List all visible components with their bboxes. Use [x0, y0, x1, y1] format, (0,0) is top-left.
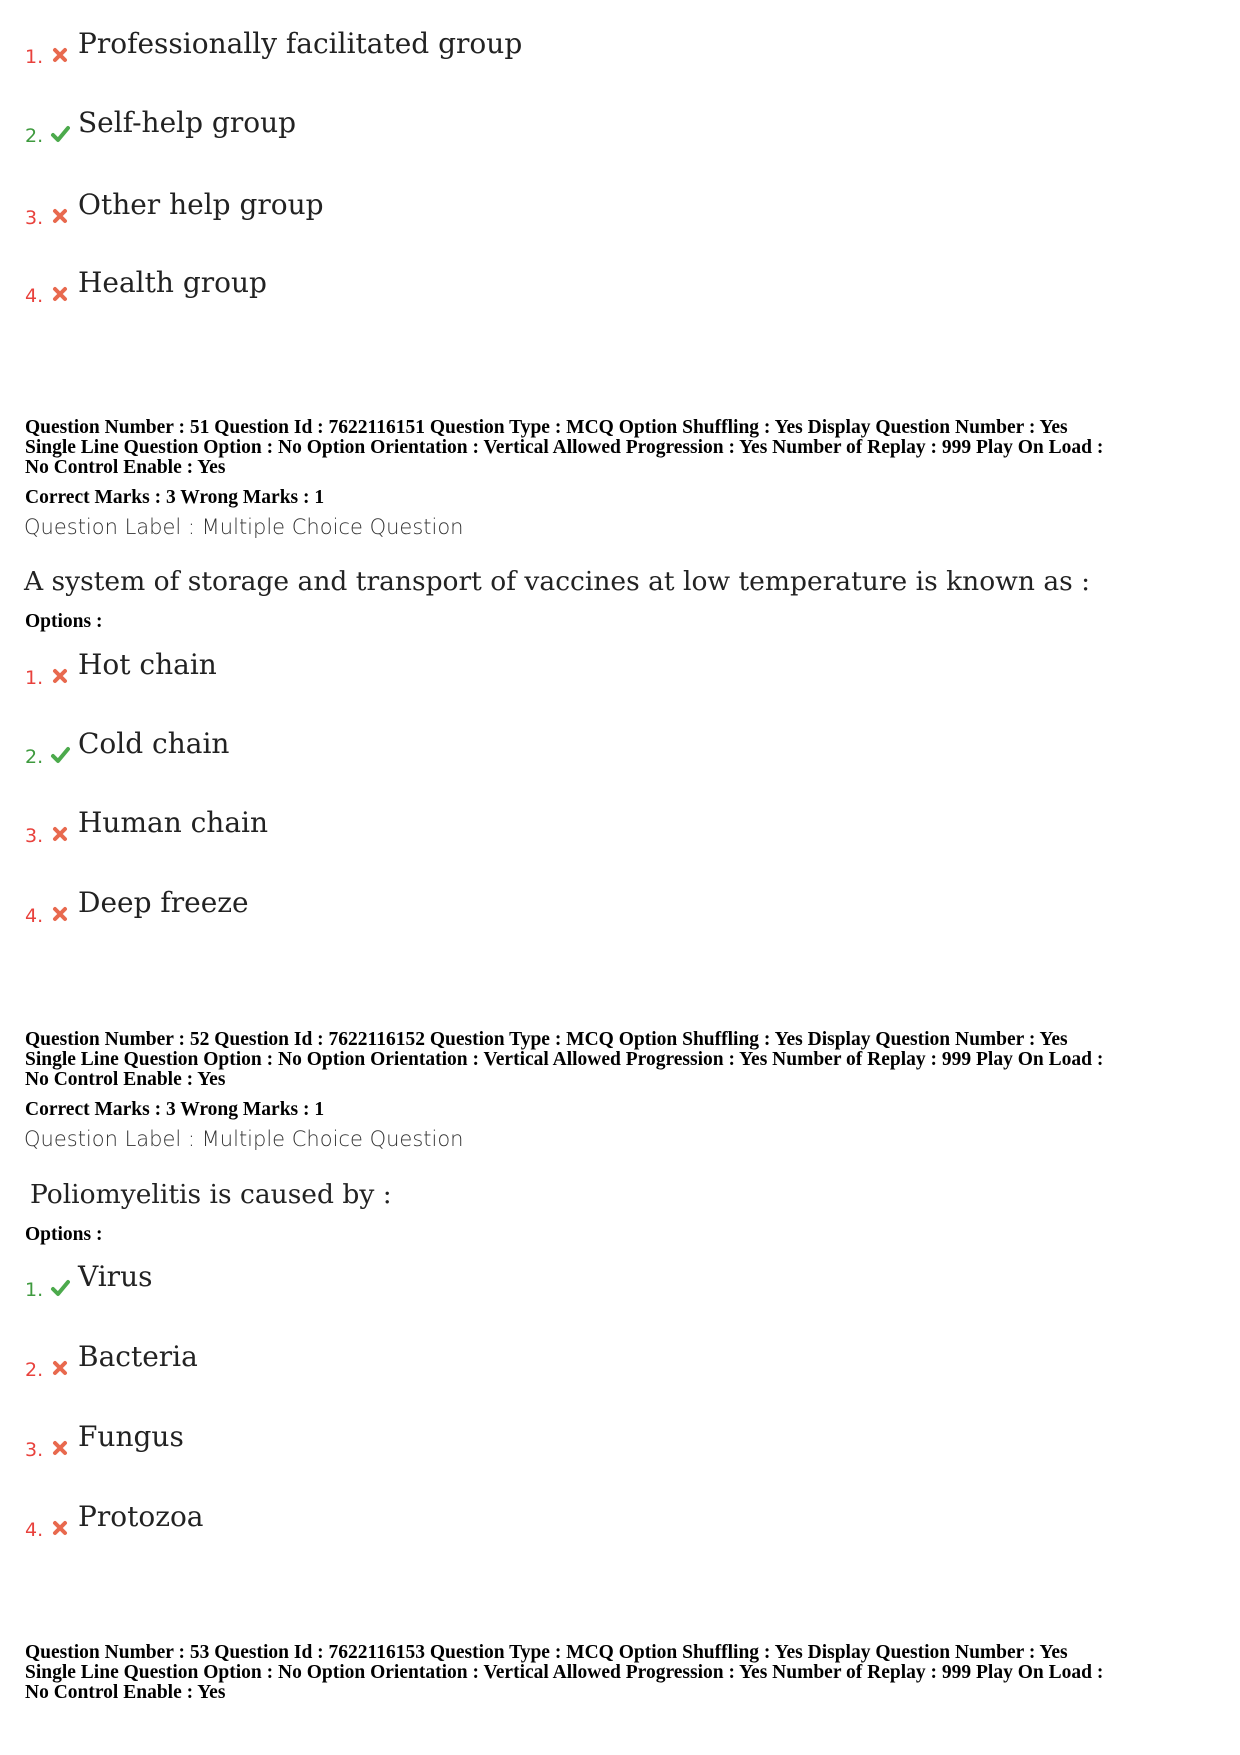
option-text: Cold chain [78, 727, 230, 760]
cross-icon [50, 1438, 70, 1458]
meta-line: Single Line Question Option : No Option Orientation : Vertical Allowed Progression : Yes Number of Replay : 999 Play On Load : [25, 1049, 1104, 1070]
cross-icon [50, 904, 70, 924]
option-text: Virus [78, 1260, 153, 1293]
meta-line: Single Line Question Option : No Option Orientation : Vertical Allowed Progression : Yes Number of Replay : 999 Play On Load : [25, 437, 1104, 458]
option-text: Fungus [78, 1420, 184, 1453]
cross-icon [50, 45, 70, 65]
option-text: Deep freeze [78, 886, 249, 919]
option-number: 1. [25, 1279, 44, 1301]
options-label: Options : [25, 1224, 103, 1245]
option-number: 2. [25, 1359, 44, 1381]
option-number: 3. [25, 825, 44, 847]
option-text: Health group [78, 266, 267, 299]
marks-info: Correct Marks : 3 Wrong Marks : 1 [25, 1099, 325, 1120]
question-label: Question Label : Multiple Choice Question [24, 515, 464, 539]
option-text: Protozoa [78, 1500, 204, 1533]
cross-icon [50, 666, 70, 686]
option-number: 3. [25, 207, 44, 229]
option-number: 1. [25, 667, 44, 689]
question-label: Question Label : Multiple Choice Question [24, 1127, 464, 1151]
cross-icon [50, 284, 70, 304]
check-icon [50, 1278, 70, 1298]
option-number: 1. [25, 46, 44, 68]
meta-line: Question Number : 53 Question Id : 7622116153 Question Type : MCQ Option Shuffling : Yes Display Question Number : Yes [25, 1642, 1068, 1663]
option-text: Professionally facilitated group [78, 27, 523, 60]
cross-icon [50, 824, 70, 844]
option-number: 4. [25, 905, 44, 927]
option-number: 2. [25, 746, 44, 768]
meta-line: No Control Enable : Yes [25, 1069, 226, 1090]
cross-icon [50, 206, 70, 226]
question-text: Poliomyelitis is caused by : [30, 1179, 392, 1210]
cross-icon [50, 1358, 70, 1378]
option-text: Hot chain [78, 648, 217, 681]
check-icon [50, 745, 70, 765]
option-number: 2. [25, 125, 44, 147]
option-number: 4. [25, 1519, 44, 1541]
check-icon [50, 124, 70, 144]
option-text: Self-help group [78, 106, 297, 139]
meta-line: Question Number : 51 Question Id : 7622116151 Question Type : MCQ Option Shuffling : Yes Display Question Number : Yes [25, 417, 1068, 438]
question-text: A system of storage and transport of vaccines at low temperature is known as : [24, 566, 1091, 597]
meta-line: No Control Enable : Yes [25, 1682, 226, 1703]
option-text: Human chain [78, 806, 269, 839]
option-number: 3. [25, 1439, 44, 1461]
option-text: Other help group [78, 188, 324, 221]
options-label: Options : [25, 611, 103, 632]
cross-icon [50, 1518, 70, 1538]
meta-line: No Control Enable : Yes [25, 457, 226, 478]
marks-info: Correct Marks : 3 Wrong Marks : 1 [25, 487, 325, 508]
meta-line: Single Line Question Option : No Option Orientation : Vertical Allowed Progression : Yes Number of Replay : 999 Play On Load : [25, 1662, 1104, 1683]
option-text: Bacteria [78, 1340, 198, 1373]
option-number: 4. [25, 285, 44, 307]
meta-line: Question Number : 52 Question Id : 7622116152 Question Type : MCQ Option Shuffling : Yes Display Question Number : Yes [25, 1029, 1068, 1050]
